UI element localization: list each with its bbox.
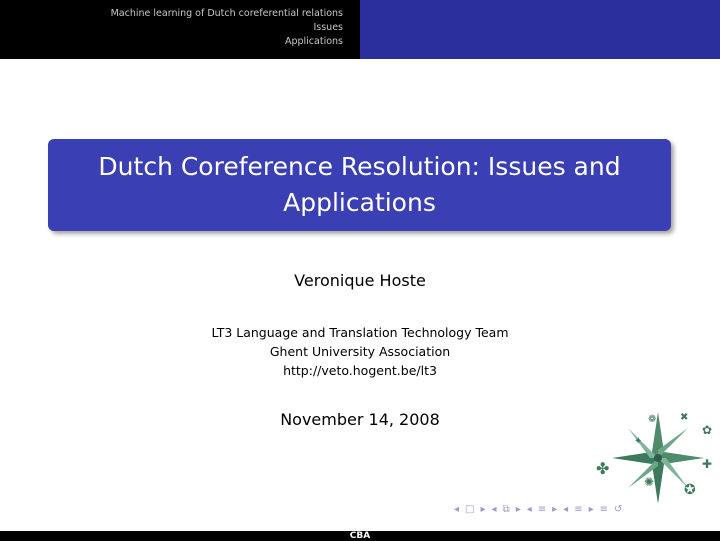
compass-rose-logo-icon xyxy=(592,408,720,503)
subsection-icon[interactable]: ⧉ xyxy=(502,503,510,515)
svg-text:✺: ✺ xyxy=(644,475,655,489)
svg-text:✖: ✖ xyxy=(680,412,689,423)
navigation-symbols xyxy=(454,502,714,516)
svg-text:✤: ✤ xyxy=(596,459,610,478)
date: November 14, 2008 xyxy=(280,410,440,429)
slide-prev-icon[interactable]: ◂ xyxy=(563,503,569,515)
institute-line-university: Ghent University Association xyxy=(269,344,451,359)
frame-next-icon[interactable]: ▸ xyxy=(480,503,486,515)
frame-icon[interactable]: □ xyxy=(465,503,475,515)
headline-right-band xyxy=(360,0,720,59)
frame-prev-icon[interactable]: ◂ xyxy=(454,503,460,515)
nav-section-applications[interactable]: Applications xyxy=(284,36,343,47)
svg-text:❁: ❁ xyxy=(648,414,657,425)
slide-title: Dutch Coreference Resolution: Issues and Applications xyxy=(98,152,621,217)
institute-url: http://veto.hogent.be/lt3 xyxy=(283,363,437,378)
svg-text:✦: ✦ xyxy=(634,436,643,447)
nav-section-ml-dutch-coreference[interactable]: Machine learning of Dutch coreferential relations xyxy=(110,8,343,19)
footer-text: CBA xyxy=(349,531,371,541)
search-icon[interactable]: ↺ xyxy=(614,503,623,515)
headline xyxy=(0,0,720,59)
section-navigation xyxy=(0,0,360,59)
subsection-next-icon[interactable]: ▸ xyxy=(515,503,521,515)
institute xyxy=(0,323,720,380)
author: Veronique Hoste xyxy=(294,271,426,290)
nav-section-issues[interactable]: Issues xyxy=(313,22,343,33)
footline xyxy=(0,531,720,541)
svg-text:✪: ✪ xyxy=(684,482,696,498)
section-icon[interactable]: ≡ xyxy=(537,503,547,515)
slide-icon[interactable]: ≡ xyxy=(574,503,583,515)
subsection-prev-icon[interactable]: ◂ xyxy=(491,503,497,515)
section-next-icon[interactable]: ▸ xyxy=(552,503,558,515)
section-prev-icon[interactable]: ◂ xyxy=(526,503,532,515)
svg-text:✿: ✿ xyxy=(702,423,713,437)
svg-text:✚: ✚ xyxy=(702,457,713,471)
slide-next-icon[interactable]: ▸ xyxy=(588,503,594,515)
institute-line-team: LT3 Language and Translation Technology Team xyxy=(211,325,509,340)
align-icon[interactable]: ≡ xyxy=(599,503,609,515)
title-box xyxy=(48,139,671,231)
